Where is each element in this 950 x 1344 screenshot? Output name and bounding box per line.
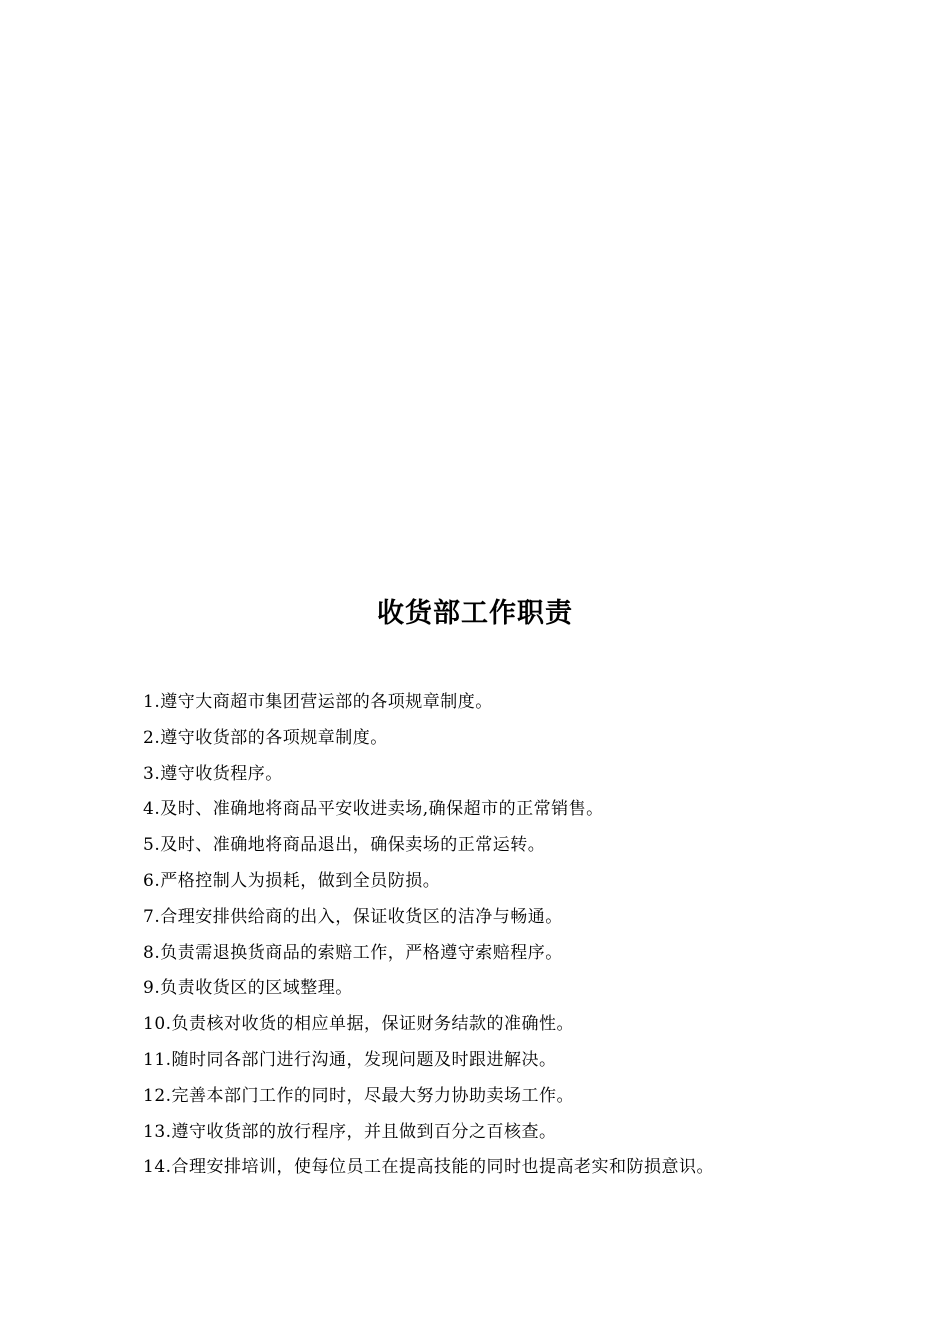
page-title: 收货部工作职责 [377,598,573,629]
duty-item: 10.负责核对收货的相应单据，保证财务结款的准确性。 [143,1014,575,1035]
duty-item: 3.遵守收货程序。 [143,763,283,784]
duty-item: 14.合理安排培训，使每位员工在提高技能的同时也提高老实和防损意识。 [143,1157,715,1178]
duty-item: 8.负责需退换货商品的索赔工作，严格遵守索赔程序。 [143,942,563,963]
duty-item: 11.随时同各部门进行沟通，发现问题及时跟进解决。 [143,1049,557,1070]
duty-item: 13.遵守收货部的放行程序，并且做到百分之百核查。 [143,1121,557,1142]
duty-item: 4.及时、准确地将商品平安收进卖场,确保超市的正常销售。 [143,799,604,820]
duty-item: 7.合理安排供给商的出入，保证收货区的洁净与畅通。 [143,906,563,927]
duty-item: 1.遵守大商超市集团营运部的各项规章制度。 [143,692,493,712]
duty-item: 2.遵守收货部的各项规章制度。 [143,727,388,748]
duty-item: 12.完善本部门工作的同时，尽最大努力协助卖场工作。 [143,1085,575,1106]
duty-item: 9.负责收货区的区域整理。 [143,978,353,999]
duty-item: 6.严格控制人为损耗，做到全员防损。 [143,870,441,891]
duties-list [143,688,903,1189]
duty-item: 5.及时、准确地将商品退出，确保卖场的正常运转。 [143,835,546,856]
